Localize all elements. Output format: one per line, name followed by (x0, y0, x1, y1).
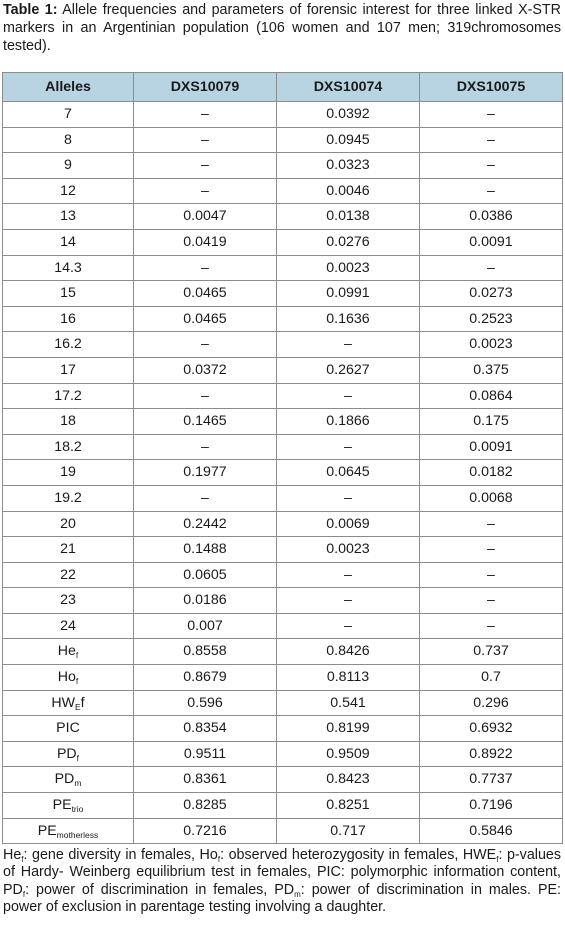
table-cell: – (277, 485, 420, 511)
table-row (3, 537, 563, 563)
row-label-text: 19 (60, 464, 76, 481)
row-label (3, 383, 134, 409)
footnote-text: : gene diversity in females, Ho (23, 847, 218, 863)
table-cell: 0.0276 (277, 229, 420, 255)
table-cell: 0.0386 (420, 204, 563, 230)
table-cell: 0.8354 (134, 716, 277, 742)
table-row (3, 383, 563, 409)
table-cell: 0.0091 (420, 434, 563, 460)
footnote-subscript: f (22, 889, 26, 899)
table-cell: 0.0419 (134, 229, 277, 255)
table-cell: 0.737 (420, 639, 563, 665)
row-label (3, 818, 134, 844)
table-cell: – (134, 255, 277, 281)
table-row (3, 460, 563, 486)
table-cell: 0.007 (134, 613, 277, 639)
row-label-text: He (57, 643, 76, 660)
row-label (3, 511, 134, 537)
table-cell: – (277, 383, 420, 409)
row-label (3, 588, 134, 614)
row-label-text: PD (56, 745, 77, 762)
table-cell: 0.596 (134, 690, 277, 716)
table-row (3, 485, 563, 511)
row-label-text: 20 (60, 515, 76, 532)
row-label-subscript: f (76, 752, 80, 763)
table-cell: 0.0273 (420, 281, 563, 307)
table-row (3, 434, 563, 460)
table-cell: 0.7196 (420, 793, 563, 819)
footnote-subscript: f (496, 855, 499, 864)
table-footnote (3, 847, 561, 917)
table-row (3, 357, 563, 383)
table-cell: – (277, 332, 420, 358)
table-cell: 0.1488 (134, 537, 277, 563)
footnote-text: : p-values of Hardy- Weinberg equilibrium test in females, PIC: polymorphic information content, PD (3, 847, 561, 898)
table-cell: 0.0023 (277, 537, 420, 563)
row-label-text: 16 (60, 310, 76, 327)
row-label-subscript: m (74, 778, 82, 789)
footnote-text: He (3, 847, 22, 863)
table-cell: 0.8426 (277, 639, 420, 665)
table-cell: 0.0605 (134, 562, 277, 588)
row-label (3, 639, 134, 665)
row-label (3, 537, 134, 563)
footnote-subscript: f (21, 855, 24, 864)
table-header-row (3, 73, 563, 102)
table-cell: – (134, 332, 277, 358)
table-cell: – (420, 613, 563, 639)
table-cell: 0.0465 (134, 281, 277, 307)
table-row (3, 332, 563, 358)
table-cell: 0.9509 (277, 741, 420, 767)
table-row (3, 127, 563, 153)
row-label (3, 178, 134, 204)
row-label-text: PE (37, 822, 57, 839)
row-label-text: HW (51, 694, 75, 711)
row-label-subscript: f (75, 650, 79, 661)
row-label (3, 767, 134, 793)
allele-frequency-table (2, 72, 563, 844)
row-label (3, 255, 134, 281)
footnote-text: : observed heterozygosity in females, HWE (220, 847, 497, 863)
table-row (3, 741, 563, 767)
row-label-text: PIC (56, 720, 80, 737)
table-cell: 0.0047 (134, 204, 277, 230)
table-cell: 0.8423 (277, 767, 420, 793)
table-cell: – (420, 588, 563, 614)
row-label (3, 460, 134, 486)
row-label-text: 8 (64, 131, 72, 148)
table-cell: 0.0323 (277, 153, 420, 179)
row-label-suffix: f (80, 694, 85, 711)
row-label-subscript: E (75, 701, 81, 712)
row-label-text: 17 (60, 361, 76, 378)
table-cell: 0.0465 (134, 306, 277, 332)
table-caption (3, 1, 561, 55)
table-cell: 0.0023 (277, 255, 420, 281)
table-cell: 0.7 (420, 665, 563, 691)
row-label (3, 485, 134, 511)
table-cell: – (420, 102, 563, 128)
table-cell: 0.8199 (277, 716, 420, 742)
caption-label: Table 1: (3, 2, 58, 18)
footnote-subscript: m (294, 889, 301, 899)
table-cell: 0.0023 (420, 332, 563, 358)
table-cell: – (134, 485, 277, 511)
row-label-subscript: motherless (56, 829, 99, 840)
table-row (3, 639, 563, 665)
table-row (3, 409, 563, 435)
table-cell: – (134, 383, 277, 409)
table-row (3, 281, 563, 307)
row-label (3, 229, 134, 255)
table-row (3, 204, 563, 230)
table-row (3, 178, 563, 204)
table-cell: – (134, 434, 277, 460)
table-cell: 0.0372 (134, 357, 277, 383)
row-label (3, 434, 134, 460)
row-label (3, 741, 134, 767)
table-cell: 0.8285 (134, 793, 277, 819)
table-cell: 0.2442 (134, 511, 277, 537)
table-cell: 0.1977 (134, 460, 277, 486)
row-label (3, 281, 134, 307)
row-label (3, 716, 134, 742)
row-label (3, 793, 134, 819)
row-label-subscript: trio (71, 804, 84, 815)
row-label-text: 22 (60, 566, 76, 583)
row-label (3, 153, 134, 179)
table-cell: – (277, 562, 420, 588)
row-label-text: 9 (64, 157, 72, 174)
table-row (3, 613, 563, 639)
table-cell: 0.0068 (420, 485, 563, 511)
table-cell: 0.0138 (277, 204, 420, 230)
table-row (3, 153, 563, 179)
footnote-text: : power of discrimination in females, PD (25, 881, 295, 898)
table-cell: 0.0186 (134, 588, 277, 614)
table-cell: 0.0645 (277, 460, 420, 486)
table-cell: – (134, 153, 277, 179)
table-row (3, 716, 563, 742)
row-label-text: 19.2 (54, 489, 82, 506)
row-label-text: 14 (60, 233, 76, 250)
row-label-text: 7 (64, 106, 72, 122)
row-label-subscript: f (75, 676, 79, 687)
table-cell: – (420, 255, 563, 281)
table-cell: 0.2523 (420, 306, 563, 332)
table-cell: 0.7737 (420, 767, 563, 793)
table-cell: 0.8361 (134, 767, 277, 793)
caption-text: Allele frequencies and parameters of forensic interest for three linked X-STR markers in an Argentinian population (106 women and 107 men; 319chromosomes tested). (3, 2, 561, 54)
row-label (3, 127, 134, 153)
table-cell: – (420, 153, 563, 179)
table-cell: 0.0069 (277, 511, 420, 537)
table-row (3, 793, 563, 819)
row-label-text: 24 (60, 617, 76, 634)
table-cell: 0.6932 (420, 716, 563, 742)
table-cell: 0.0864 (420, 383, 563, 409)
table-cell: 0.1465 (134, 409, 277, 435)
row-label (3, 690, 134, 716)
table-cell: 0.0182 (420, 460, 563, 486)
table-cell: – (420, 511, 563, 537)
table-row (3, 562, 563, 588)
header-alleles: Alleles (3, 73, 134, 102)
row-label-text: 17.2 (54, 387, 82, 404)
table-row (3, 255, 563, 281)
header-dxs10079: DXS10079 (134, 73, 277, 102)
row-label (3, 332, 134, 358)
row-label-text: 21 (60, 541, 76, 558)
table-cell: 0.541 (277, 690, 420, 716)
table-cell: – (420, 127, 563, 153)
row-label (3, 613, 134, 639)
table-cell: 0.8922 (420, 741, 563, 767)
table-row (3, 818, 563, 844)
row-label (3, 409, 134, 435)
table-cell: 0.0945 (277, 127, 420, 153)
table-cell: 0.0991 (277, 281, 420, 307)
table-cell: 0.175 (420, 409, 563, 435)
table-cell: – (134, 178, 277, 204)
table-cell: – (277, 434, 420, 460)
row-label (3, 102, 134, 128)
table-body (3, 102, 563, 844)
row-label-text: 12 (60, 182, 76, 199)
row-label-text: 13 (60, 208, 76, 225)
row-label-text: PE (52, 797, 72, 814)
table-cell: 0.8679 (134, 665, 277, 691)
header-dxs10075: DXS10075 (420, 73, 563, 102)
row-label-text: Ho (57, 669, 76, 686)
table-cell: 0.8113 (277, 665, 420, 691)
table-row (3, 229, 563, 255)
table-cell: 0.0091 (420, 229, 563, 255)
table-cell: – (134, 127, 277, 153)
table-row (3, 306, 563, 332)
row-label (3, 562, 134, 588)
footnote-subscript: f (217, 855, 221, 864)
table-cell: 0.0046 (277, 178, 420, 204)
table-cell: 0.717 (277, 818, 420, 844)
row-label (3, 357, 134, 383)
table-cell: 0.7216 (134, 818, 277, 844)
table-cell: 0.2627 (277, 357, 420, 383)
table-cell: – (134, 102, 277, 128)
table-cell: 0.0392 (277, 102, 420, 128)
header-dxs10074: DXS10074 (277, 73, 420, 102)
row-label-text: 23 (60, 592, 76, 609)
table-cell: 0.296 (420, 690, 563, 716)
row-label (3, 665, 134, 691)
row-label (3, 306, 134, 332)
table-cell: – (277, 613, 420, 639)
table-cell: – (277, 588, 420, 614)
table-cell: 0.8558 (134, 639, 277, 665)
table-cell: 0.1866 (277, 409, 420, 435)
table-row (3, 767, 563, 793)
table-cell: – (420, 178, 563, 204)
table-row (3, 665, 563, 691)
row-label-text: 16.2 (54, 336, 82, 353)
table-row (3, 511, 563, 537)
table-row (3, 102, 563, 128)
row-label-text: PD (54, 771, 75, 788)
table-row (3, 690, 563, 716)
table-cell: 0.9511 (134, 741, 277, 767)
row-label-text: 18.2 (54, 438, 82, 455)
table-row (3, 588, 563, 614)
footnote-text: : power of discrimination in males. PE: power of exclusion in parentage testing involving a daughter. (3, 881, 561, 916)
row-label-text: 15 (60, 285, 76, 302)
table-cell: 0.5846 (420, 818, 563, 844)
table-cell: – (420, 537, 563, 563)
table-cell: 0.8251 (277, 793, 420, 819)
table-cell: – (420, 562, 563, 588)
table-cell: 0.1636 (277, 306, 420, 332)
row-label (3, 204, 134, 230)
table-cell: 0.375 (420, 357, 563, 383)
row-label-text: 14.3 (54, 259, 82, 276)
row-label-text: 18 (60, 413, 76, 430)
